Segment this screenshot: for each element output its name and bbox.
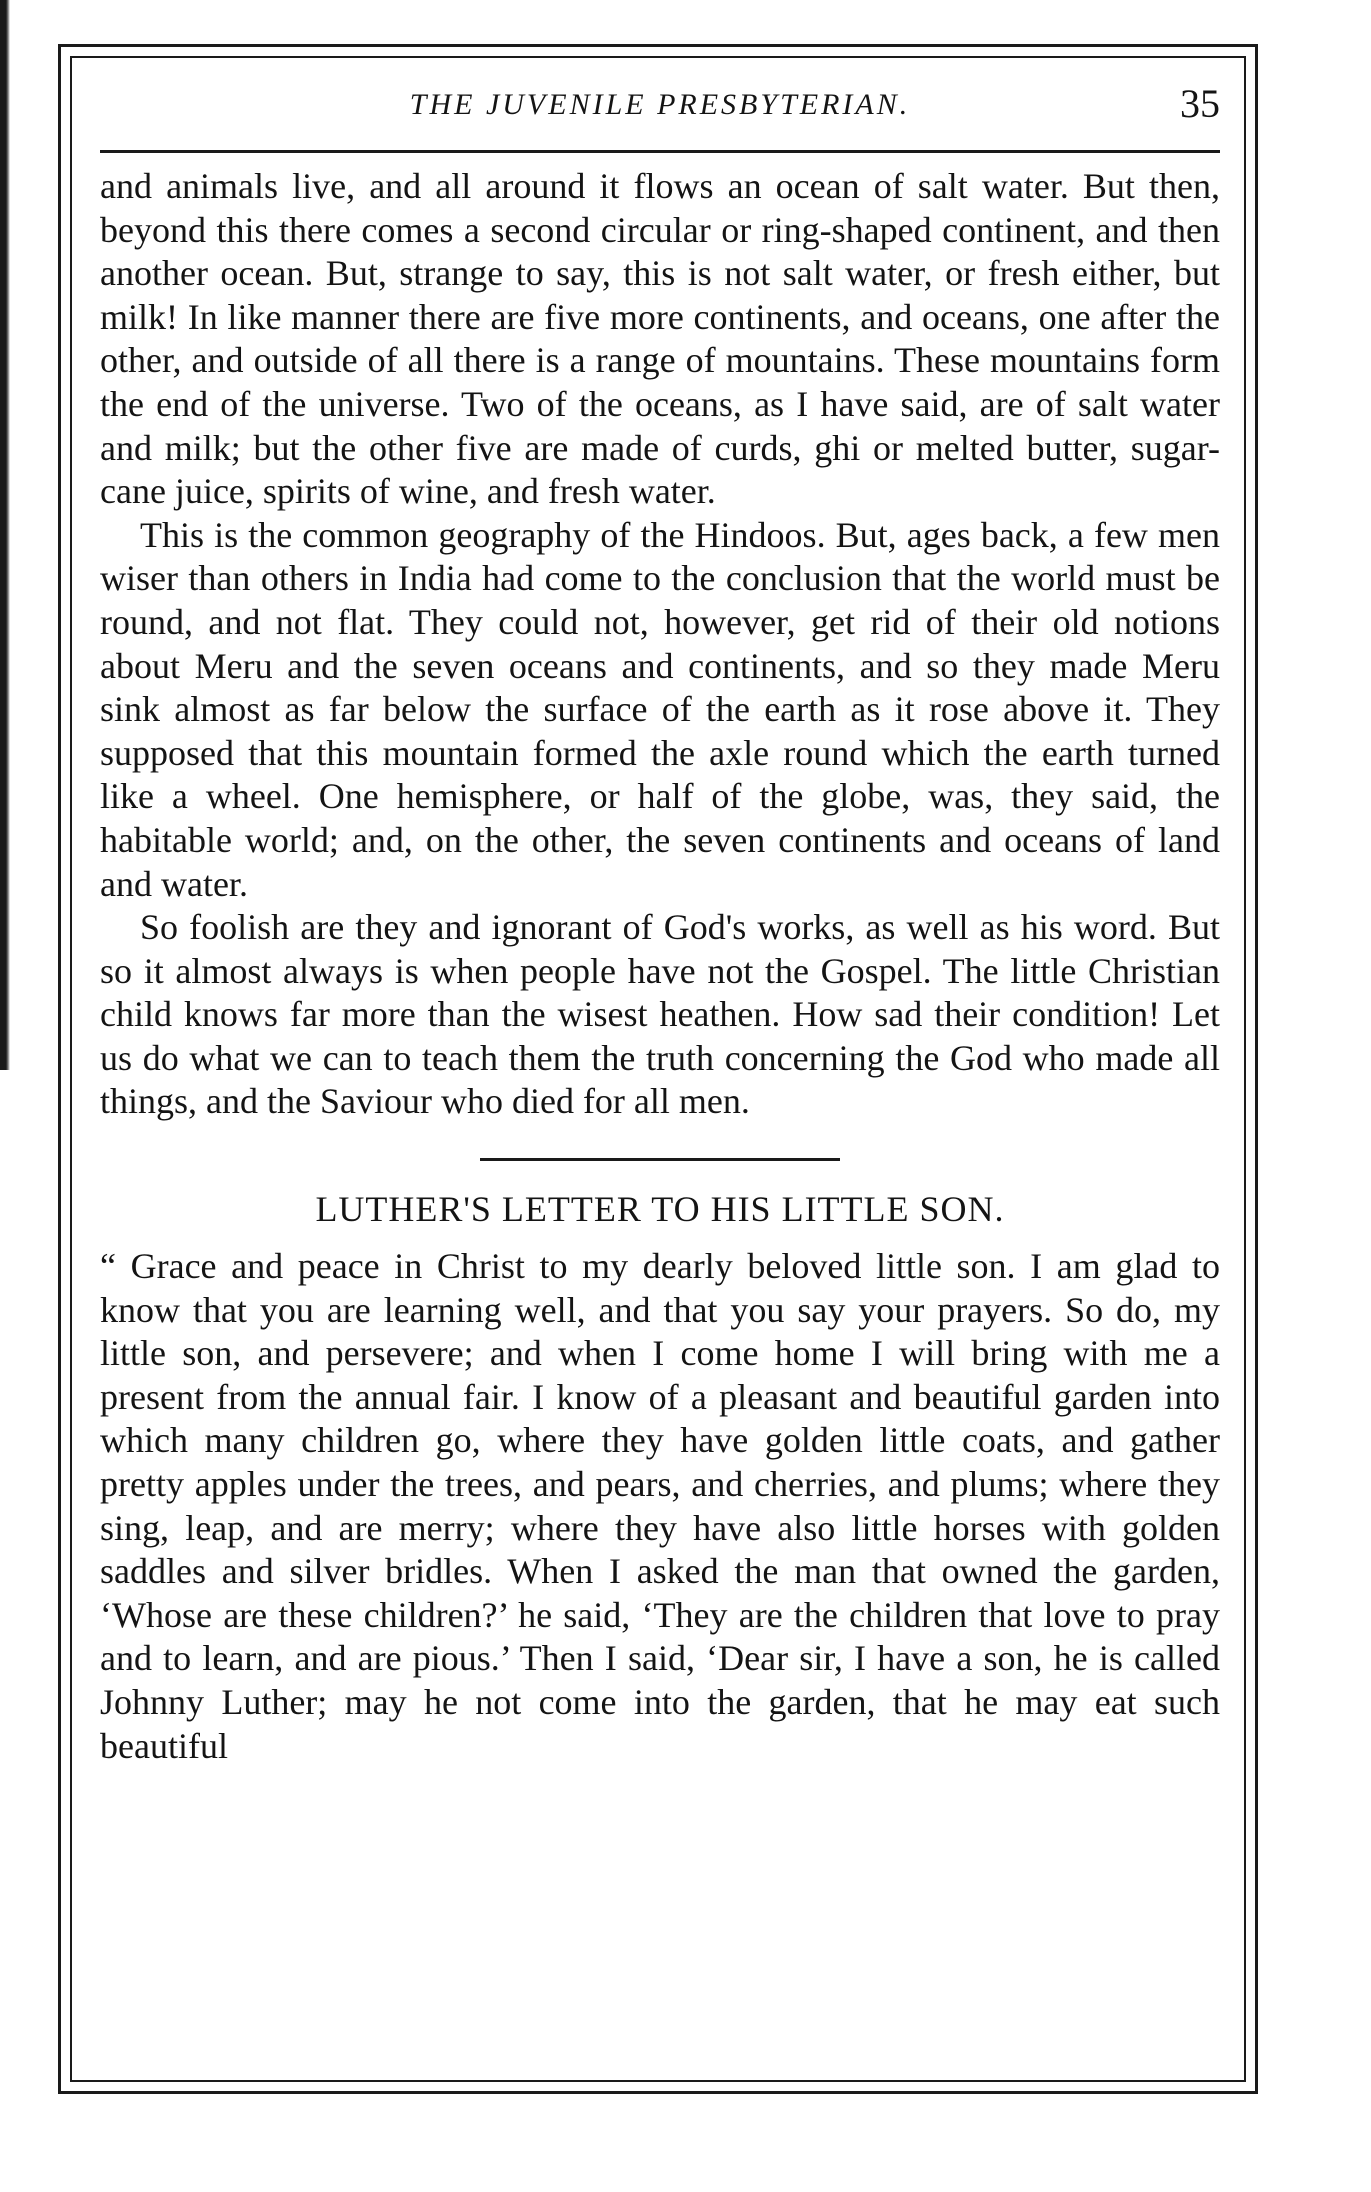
paragraph-3: So foolish are they and ignorant of God's works, as well as his word. But so it almost always is when people have not the Gospel. The little Christian child knows far more than the wisest heathen. How sad their condition! Let us do what we can to teach them the truth concerning the God who made all things, and the Saviour who died for all men. [100, 907, 1220, 1122]
header-rule [100, 150, 1220, 153]
paragraph-1: and animals live, and all around it flows an ocean of salt water. But then, beyond this there comes a second circular or ring-shaped continent, and then another ocean. But, strange to say, this is not salt water, or fresh either, but milk! In like manner there are five more continents, and oceans, one after the other, and outside of all there is a range of mountains. These mountains form the end of the universe. Two of the oceans, as I have said, are of salt water and milk; but the other five are made of curds, ghi or melted butter, sugar-cane juice, spirits of wine, and fresh water. [100, 166, 1220, 512]
running-head [100, 70, 1220, 150]
running-title: THE JUVENILE PRESBYTERIAN. [409, 88, 911, 121]
section-divider [480, 1158, 840, 1161]
section-title: LUTHER'S LETTER TO HIS LITTLE SON. [315, 1189, 1005, 1230]
binding-edge [0, 0, 10, 1070]
letter-body: “ Grace and peace in Christ to my dearly beloved little son. I am glad to know that you are learning well, and that you say your prayers. So do, my little son, and persevere; and when I come home I will bring with me a present from the annual fair. I know of a pleasant and beautiful garden into which many children go, where they have golden little coats, and gather pretty apples under the trees, and pears, and cherries, and plums; where they sing, leap, and are merry; where they have also little horses with golden saddles and silver bridles. When I asked the man that owned the garden, ‘Whose are these children?’ he said, ‘They are the children that love to pray and to learn, and are pious.’ Then I said, ‘Dear sir, I have a son, he is called Johnny Luther; may he not come into the garden, that he may eat such beautiful [100, 1246, 1220, 1766]
paragraph-2: This is the common geography of the Hindoos. But, ages back, a few men wiser than others in India had come to the conclusion that the world must be round, and not flat. They could not, however, get rid of their old notions about Meru and the seven oceans and continents, and so they made Meru sink almost as far below the surface of the earth as it rose above it. They supposed that this mountain formed the axle round which the earth turned like a wheel. One hemisphere, or half of the globe, was, they said, the habitable world; and, on the other, the seven continents and oceans of land and water. [100, 514, 1220, 904]
page-content [100, 70, 1220, 1768]
page-number: 35 [1180, 81, 1220, 126]
